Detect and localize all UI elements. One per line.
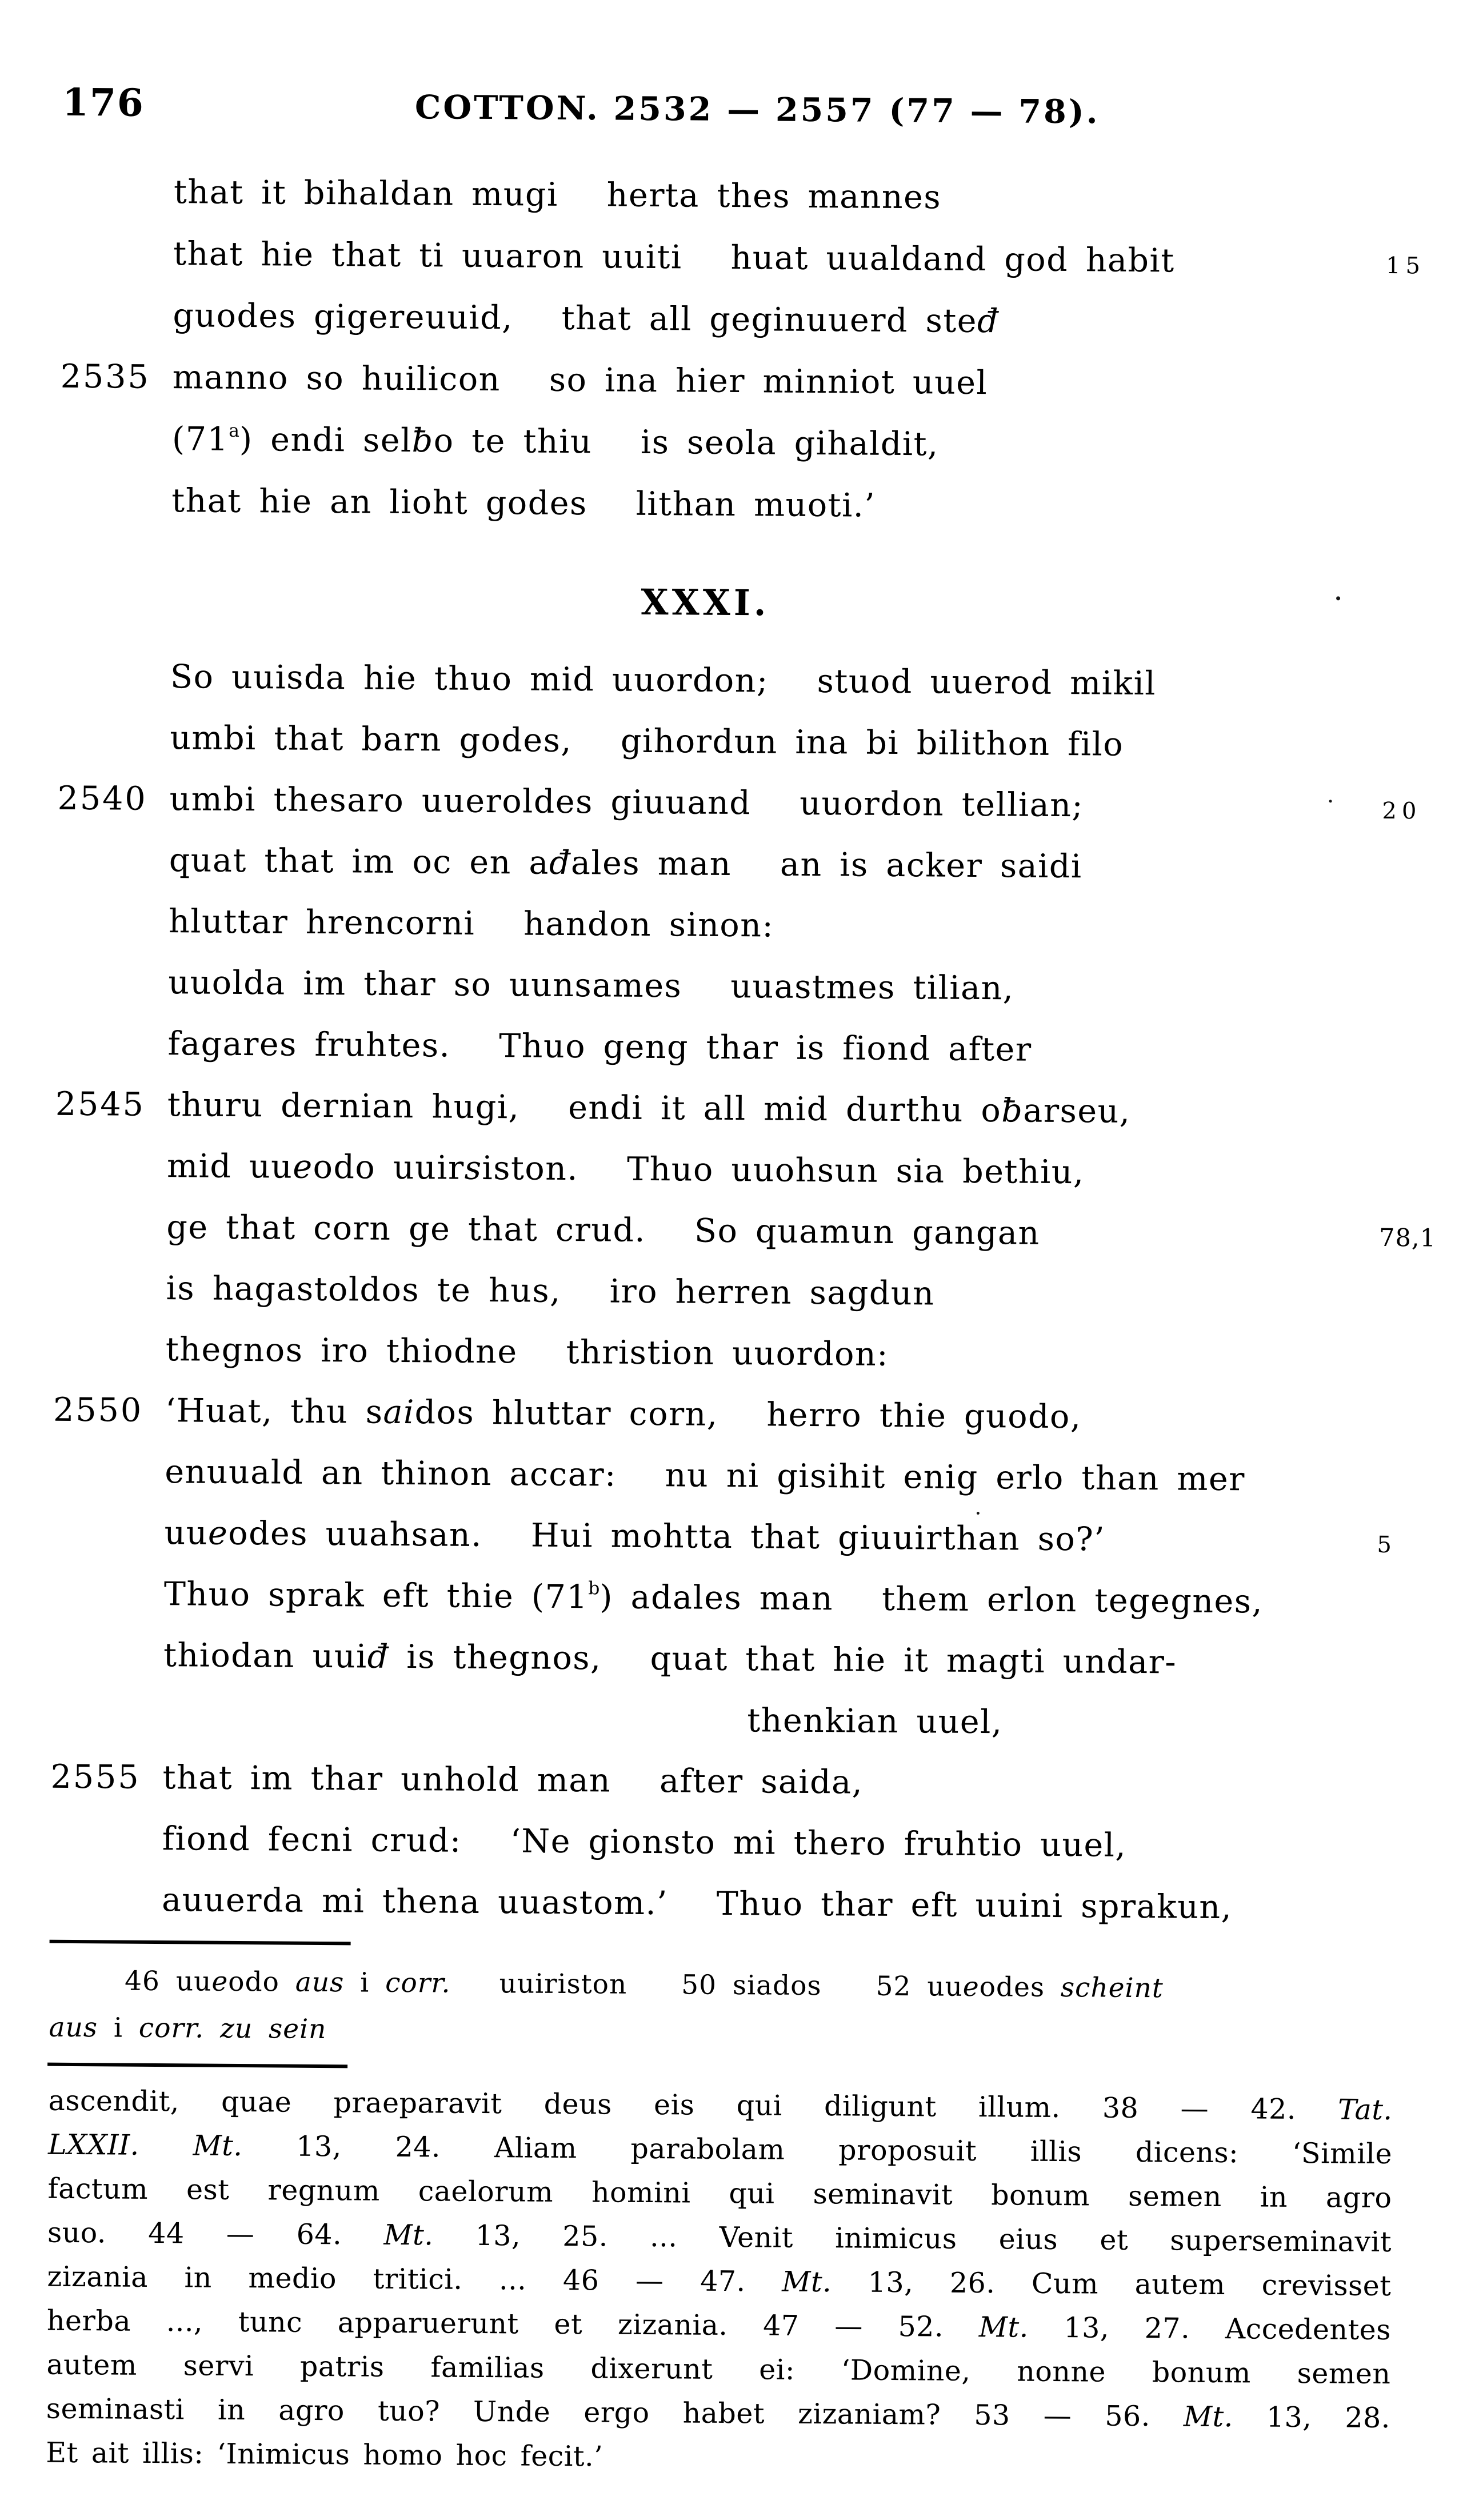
verse-line (54, 1269, 1449, 1327)
verse-line (60, 420, 1455, 477)
margin-gloss: 20 (1382, 797, 1422, 825)
apparatus-line: 46 uueodo aus i corr. uuiriston 50 siados 52 uueodes scheint (124, 1965, 1164, 2004)
verse-text: guodes gigereuuid, that all geginuuerd steđ (173, 297, 1000, 341)
margin-gloss (1377, 1593, 1463, 1594)
verse-line-number (54, 1237, 166, 1238)
margin-gloss (1381, 1043, 1463, 1044)
verse-line (53, 1452, 1448, 1510)
verse-line-number (62, 202, 174, 203)
margin-fitte-ref: 78,1 (1379, 1223, 1437, 1253)
verse-line (53, 1330, 1448, 1388)
margin-gloss (1385, 376, 1463, 377)
verse-line-number (52, 1543, 164, 1544)
verse-text: that hie that ti uuaron uuiti huat uualdand god habit (173, 235, 1175, 280)
verse-line (52, 1575, 1447, 1632)
margin-gloss (1376, 1715, 1463, 1716)
apparatus-rule (50, 1940, 351, 1946)
margin-gloss (1382, 737, 1463, 738)
margin-gloss (1380, 1165, 1463, 1166)
verse-line (54, 1208, 1449, 1265)
footnotes-rule (47, 2063, 347, 2068)
verse-text: uuolda im thar so uunsames uuastmes tilian, (168, 964, 1014, 1008)
verse-text: thiodan uuiđ is thegnos, quat that hie it magti undar- (163, 1636, 1177, 1682)
footnote-line: LXXII. Mt. 13, 24. Aliam parabolam proposuit illis dicens: ‘Simile (47, 2128, 1393, 2171)
margin-gloss (1378, 1409, 1463, 1411)
verse-line (60, 358, 1455, 416)
footnote-line: suo. 44 — 64. Mt. 13, 25. ... Venit inimicus eius et superseminavit (47, 2216, 1392, 2259)
verse-line (56, 963, 1451, 1021)
scan-speck (1329, 800, 1332, 802)
verse-line (50, 1819, 1445, 1877)
verse-line-number: 2555 (50, 1758, 141, 1796)
verse-line (58, 657, 1453, 715)
verse-line-number: 2540 (57, 779, 147, 818)
verse-line-number (50, 1910, 162, 1911)
verse-line (61, 296, 1456, 354)
verse-line-number (60, 449, 172, 450)
footnote-line: herba ..., tunc apparuerunt et zizania. 47 — 52. Mt. 13, 27. Accedentes (46, 2304, 1392, 2347)
verse-line (62, 173, 1457, 230)
margin-gloss (1386, 314, 1463, 316)
verse-line-number (53, 1482, 165, 1483)
scan-speck (1336, 596, 1340, 600)
verse-text: Thuo sprak eft thie (71$^b$) adales man them erlon tegegnes, (163, 1575, 1264, 1621)
verse-line (58, 718, 1453, 776)
page-number: 176 (62, 79, 145, 125)
verse-line (57, 780, 1452, 837)
margin-gloss (1377, 1471, 1463, 1472)
footnote-line: Et ait illis: ‘Inimicus homo hoc fecit.’ (46, 2436, 603, 2473)
verse-line (55, 1024, 1450, 1082)
verse-line (61, 234, 1456, 292)
verse-line (55, 1147, 1450, 1204)
footnote-line: factum est regnum caelorum homini qui seminavit bonum semen in agro (47, 2172, 1392, 2215)
verse-text: umbi that barn godes, gihordun ina bi bilithon filo (170, 719, 1124, 764)
verse-line (59, 481, 1454, 539)
verse-text: is hagastoldos te hus, iro herren sagdun (166, 1269, 935, 1313)
apparatus-line: aus i corr. zu sein (49, 2011, 327, 2046)
margin-gloss (1380, 1104, 1463, 1105)
margin-gloss (1376, 1654, 1463, 1655)
verse-line-number (59, 511, 171, 512)
verse-line (51, 1636, 1446, 1694)
margin-gloss (1383, 676, 1463, 677)
verse-line-continuation (51, 1697, 1446, 1755)
verse-text: ge that corn ge that crud. So quamun gangan (166, 1208, 1040, 1252)
verse-line-number (58, 748, 170, 749)
scan-speck (977, 1512, 980, 1515)
verse-line-number (55, 1176, 167, 1177)
verse-text: uueodes uuahsan. Hui mohtta that giuuirthan so?’ (164, 1514, 1106, 1559)
verse-line (55, 1085, 1450, 1143)
margin-gloss (1375, 1838, 1463, 1839)
margin-gloss: 5 (1377, 1531, 1397, 1559)
verse-text: that hie an lioht godes lithan muoti.’ (171, 482, 876, 525)
verse-line (53, 1391, 1448, 1449)
verse-text: (71$^a$) endi selƀo te thiu is seola gihaldit, (171, 420, 939, 464)
verse-text: auuerda mi thena uuastom.’ Thuo thar eft uuini sprakun, (161, 1881, 1233, 1927)
margin-gloss (1382, 859, 1463, 860)
verse-line (52, 1513, 1447, 1571)
margin-gloss: 15 (1385, 252, 1426, 279)
margin-gloss (1384, 500, 1463, 501)
verse-line-number: 2550 (53, 1391, 143, 1429)
verse-line (50, 1880, 1445, 1938)
verse-line-number: 2535 (60, 357, 151, 396)
fitte-heading: XXXI. (641, 581, 770, 624)
verse-line-number (57, 870, 169, 871)
verse-text: thuru dernian hugi, endi it all mid durthu oƀarseu, (167, 1086, 1131, 1131)
verse-text: fagares fruhtes. Thuo geng thar is fiond after (167, 1025, 1032, 1069)
margin-gloss (1386, 191, 1463, 192)
verse-text: that im thar unhold man after saida, (162, 1759, 864, 1802)
verse-text: mid uueodo uuirsiston. Thuo uuohsun sia bethiu, (166, 1147, 1085, 1192)
verse-line-number (61, 264, 173, 265)
verse-line (50, 1758, 1445, 1816)
verse-line-number (52, 1604, 164, 1605)
verse-text: So uuisda hie thuo mid uuordon; stuod uuerod mikil (170, 658, 1157, 703)
verse-line-number (50, 1849, 162, 1850)
footnote-line: seminasti in agro tuo? Unde ergo habet zizaniam? 53 — 56. Mt. 13, 28. (46, 2392, 1391, 2435)
verse-text: thenkian uuel, (747, 1702, 1003, 1742)
running-title: COTTON. 2532 — 2557 (77 — 78). (414, 88, 1100, 131)
footnote-line: autem servi patris familias dixerunt ei: ‘Domine, nonne bonum semen (46, 2348, 1391, 2391)
verse-text: manno so huilicon so ina hier minniot uuel (172, 358, 988, 402)
verse-line-number (58, 687, 170, 688)
margin-gloss (1374, 1899, 1463, 1900)
verse-text: enuuald an thinon accar: nu ni gisihit enig erlo than mer (165, 1453, 1246, 1499)
verse-line-number (55, 1054, 167, 1055)
verse-line (57, 902, 1452, 960)
verse-text: umbi thesaro uueroldes giuuand uuordon tellian; (169, 780, 1084, 825)
margin-gloss (1376, 1776, 1463, 1778)
verse-text: thegnos iro thiodne thristion uuordon: (165, 1331, 889, 1373)
margin-gloss (1381, 981, 1463, 983)
verse-line-number: 2545 (55, 1085, 146, 1124)
margin-gloss (1378, 1348, 1463, 1349)
verse-text: quat that im oc en ađales man an is acker saidi (169, 841, 1082, 886)
margin-gloss (1381, 920, 1463, 921)
footnote-line: ascendit, quae praeparavit deus eis qui diligunt illum. 38 — 42. Tat. (48, 2084, 1393, 2127)
footnote-line: zizania in medio tritici. ... 46 — 47. Mt. 13, 26. Cum autem crevisset (47, 2260, 1392, 2303)
verse-text: fiond fecni crud: ‘Ne gionsto mi thero fruhtio uuel, (162, 1820, 1127, 1864)
verse-line (57, 841, 1452, 898)
verse-text: that it bihaldan mugi herta thes mannes (173, 173, 942, 217)
verse-text: hluttar hrencorni handon sinon: (168, 902, 774, 945)
margin-gloss (1379, 1287, 1463, 1288)
margin-gloss (1385, 438, 1463, 439)
verse-text: ‘Huat, thu saidos hluttar corn, herro thie guodo, (165, 1392, 1082, 1436)
